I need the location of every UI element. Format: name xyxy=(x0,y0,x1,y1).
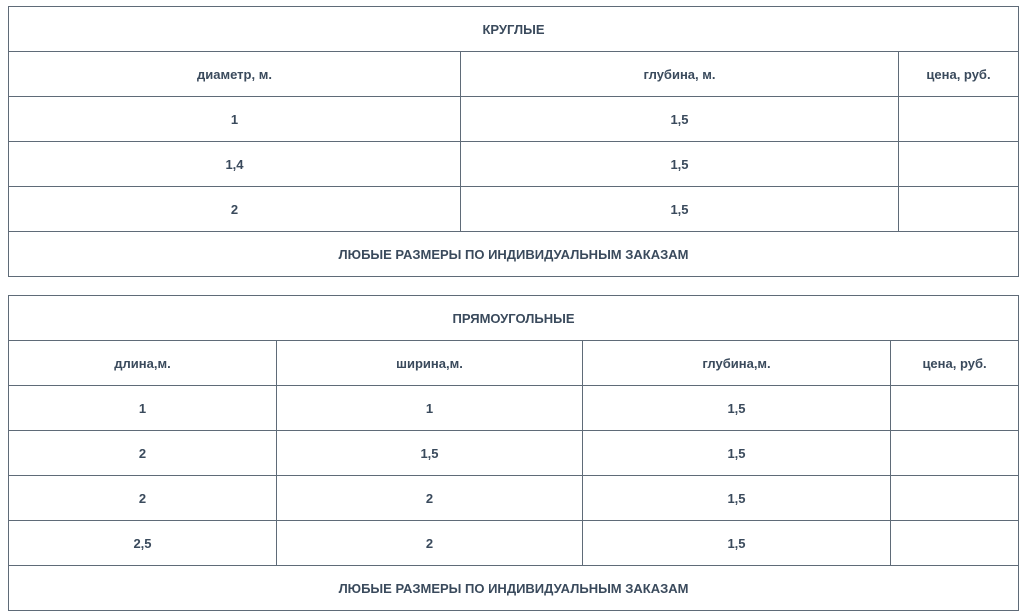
cell-price xyxy=(891,476,1019,521)
cell-price xyxy=(899,97,1019,142)
round-table-footer: ЛЮБЫЕ РАЗМЕРЫ ПО ИНДИВИДУАЛЬНЫМ ЗАКАЗАМ xyxy=(9,232,1019,277)
header-length: длина,м. xyxy=(9,341,277,386)
cell-depth: 1,5 xyxy=(583,476,891,521)
cell-depth: 1,5 xyxy=(461,187,899,232)
cell-price xyxy=(899,187,1019,232)
header-depth: глубина, м. xyxy=(461,52,899,97)
cell-width: 2 xyxy=(277,476,583,521)
table-header-row xyxy=(9,52,1019,97)
table-title-row xyxy=(9,7,1019,52)
table-row xyxy=(9,386,1019,431)
cell-depth: 1,5 xyxy=(583,431,891,476)
cell-price xyxy=(899,142,1019,187)
header-width: ширина,м. xyxy=(277,341,583,386)
cell-price xyxy=(891,521,1019,566)
cell-width: 1 xyxy=(277,386,583,431)
cell-depth: 1,5 xyxy=(583,386,891,431)
header-price: цена, руб. xyxy=(891,341,1019,386)
header-depth: глубина,м. xyxy=(583,341,891,386)
cell-price xyxy=(891,431,1019,476)
table-footer-row xyxy=(9,232,1019,277)
cell-width: 2 xyxy=(277,521,583,566)
table-row xyxy=(9,431,1019,476)
table-row xyxy=(9,187,1019,232)
table-footer-row xyxy=(9,566,1019,611)
table-row xyxy=(9,476,1019,521)
cell-depth: 1,5 xyxy=(461,97,899,142)
table-header-row xyxy=(9,341,1019,386)
cell-length: 2,5 xyxy=(9,521,277,566)
cell-depth: 1,5 xyxy=(583,521,891,566)
cell-length: 2 xyxy=(9,431,277,476)
table-row xyxy=(9,142,1019,187)
round-price-table xyxy=(8,6,1019,277)
cell-diameter: 1 xyxy=(9,97,461,142)
cell-width: 1,5 xyxy=(277,431,583,476)
header-price: цена, руб. xyxy=(899,52,1019,97)
table-row xyxy=(9,97,1019,142)
cell-diameter: 1,4 xyxy=(9,142,461,187)
table-row xyxy=(9,521,1019,566)
cell-length: 1 xyxy=(9,386,277,431)
header-diameter: диаметр, м. xyxy=(9,52,461,97)
rect-table-title: ПРЯМОУГОЛЬНЫЕ xyxy=(9,296,1019,341)
cell-depth: 1,5 xyxy=(461,142,899,187)
rect-table-footer: ЛЮБЫЕ РАЗМЕРЫ ПО ИНДИВИДУАЛЬНЫМ ЗАКАЗАМ xyxy=(9,566,1019,611)
table-title-row xyxy=(9,296,1019,341)
cell-diameter: 2 xyxy=(9,187,461,232)
round-table-title: КРУГЛЫЕ xyxy=(9,7,1019,52)
rectangular-price-table xyxy=(8,295,1019,611)
cell-length: 2 xyxy=(9,476,277,521)
cell-price xyxy=(891,386,1019,431)
